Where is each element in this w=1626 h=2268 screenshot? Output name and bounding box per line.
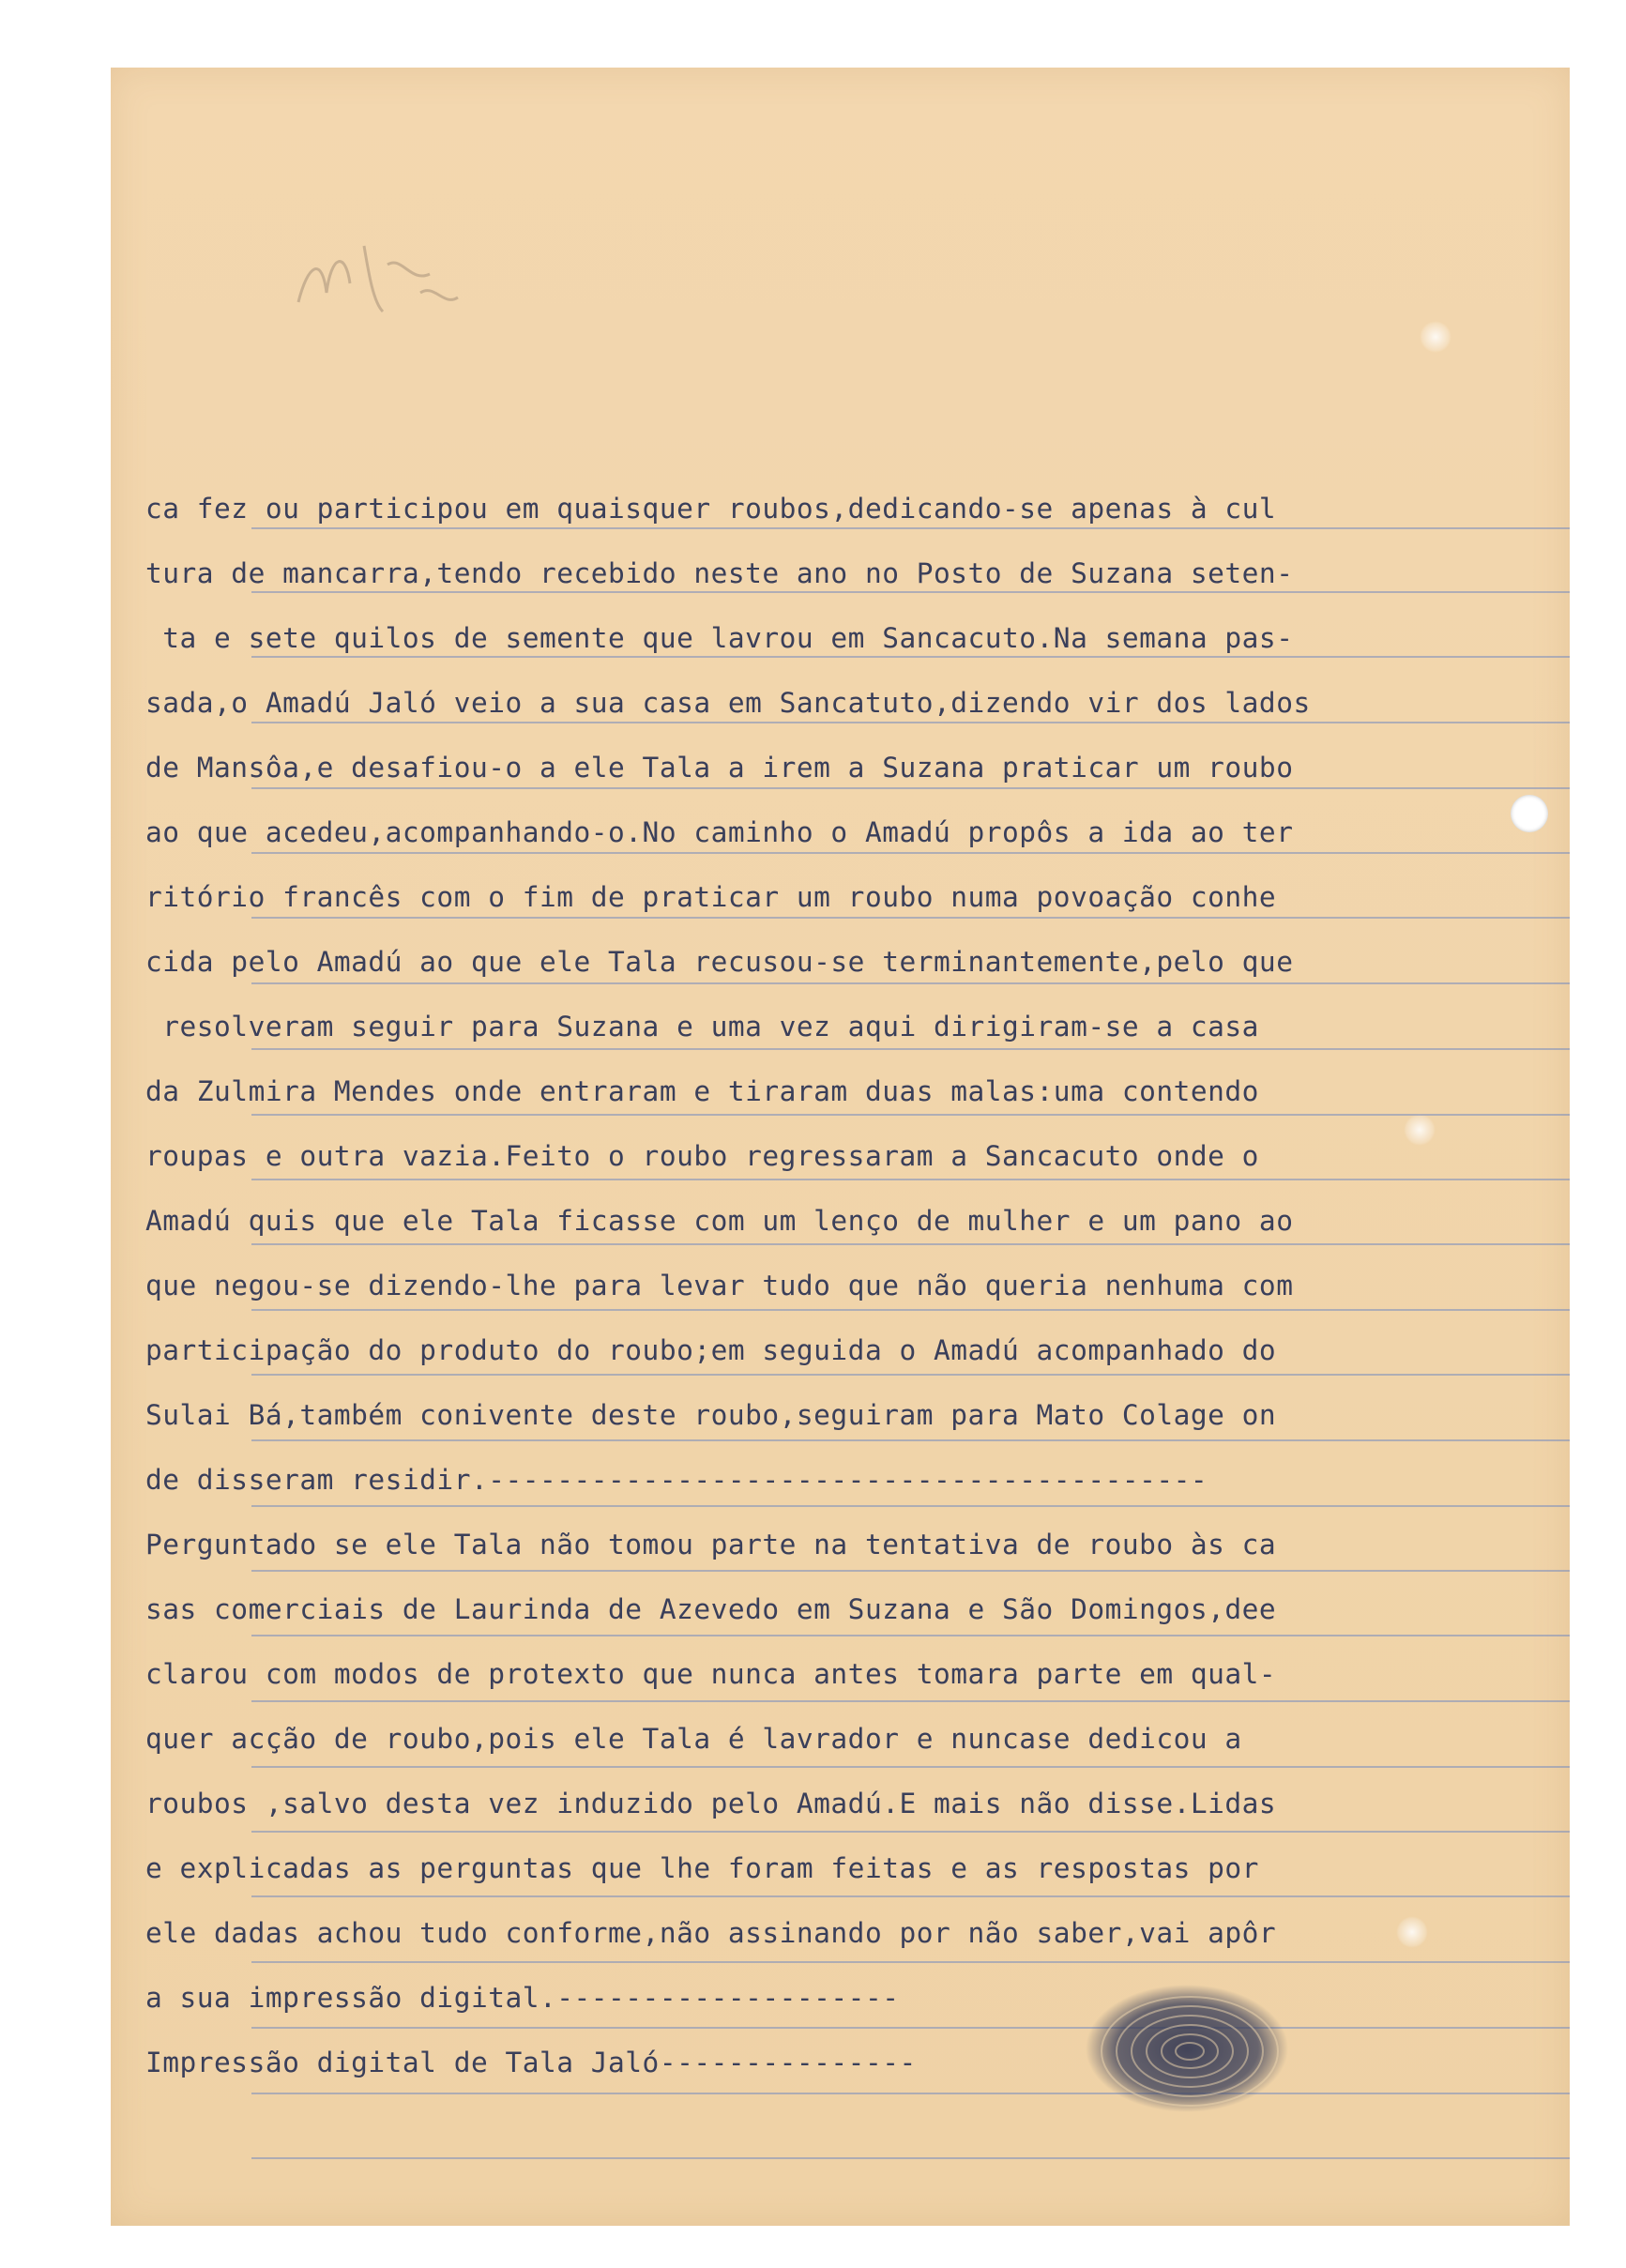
ruled-line bbox=[251, 852, 1570, 854]
ruled-line bbox=[251, 1895, 1570, 1897]
ruled-line bbox=[251, 2027, 1570, 2029]
typed-line: ca fez ou participou em quaisquer roubos,dedicando-se apenas à cul bbox=[145, 493, 1277, 525]
typed-line: Impressão digital de Tala Jaló--------------- bbox=[145, 2047, 917, 2078]
ruled-line bbox=[251, 787, 1570, 789]
typed-line: quer acção de roubo,pois ele Tala é lavrador e nuncase dedicou a bbox=[145, 1723, 1242, 1755]
typed-line: roubos ,salvo desta vez induzido pelo Amadú.E mais não disse.Lidas bbox=[145, 1788, 1277, 1819]
typed-line: da Zulmira Mendes onde entraram e tiraram duas malas:uma contendo bbox=[145, 1075, 1259, 1107]
ruled-line bbox=[251, 1179, 1570, 1180]
typed-line: roupas e outra vazia.Feito o roubo regressaram a Sancacuto onde o bbox=[145, 1140, 1259, 1172]
typed-line: Sulai Bá,também conivente deste roubo,seguiram para Mato Colage on bbox=[145, 1399, 1277, 1431]
ruled-line bbox=[251, 1114, 1570, 1116]
staple-crease bbox=[1420, 321, 1451, 353]
typed-line: Amadú quis que ele Tala ficasse com um lenço de mulher e um pano ao bbox=[145, 1205, 1294, 1237]
ruled-line bbox=[251, 1439, 1570, 1441]
ruled-line bbox=[251, 1570, 1570, 1572]
typed-line: clarou com modos de protexto que nunca antes tomara parte em qual- bbox=[145, 1658, 1277, 1690]
ruled-line bbox=[251, 1700, 1570, 1702]
ruled-line bbox=[251, 1048, 1570, 1050]
ruled-line bbox=[251, 917, 1570, 919]
staple-crease bbox=[1404, 1114, 1436, 1146]
ruled-line bbox=[251, 1831, 1570, 1833]
typed-line: ao que acedeu,acompanhando-o.No caminho o Amadú propôs a ida ao ter bbox=[145, 816, 1294, 848]
fingerprint-impression bbox=[1079, 1978, 1295, 2119]
staple-crease bbox=[1396, 1916, 1428, 1948]
ruled-line bbox=[251, 1635, 1570, 1636]
ruled-line bbox=[251, 1505, 1570, 1507]
ruled-line bbox=[251, 1374, 1570, 1376]
typed-line: sada,o Amadú Jaló veio a sua casa em Sancatuto,dizendo vir dos lados bbox=[145, 687, 1311, 719]
typed-line: de disseram residir.------------------------------------------ bbox=[145, 1464, 1208, 1496]
ruled-line bbox=[251, 982, 1570, 984]
typed-line: que negou-se dizendo-lhe para levar tudo que não queria nenhuma com bbox=[145, 1270, 1294, 1301]
typed-line: tura de mancarra,tendo recebido neste ano no Posto de Suzana seten- bbox=[145, 557, 1294, 589]
ruled-line bbox=[251, 527, 1570, 529]
typed-line: cida pelo Amadú ao que ele Tala recusou-se terminantemente,pelo que bbox=[145, 946, 1294, 978]
typed-line: participação do produto do roubo;em seguida o Amadú acompanhado do bbox=[145, 1334, 1277, 1366]
ruled-line bbox=[251, 1309, 1570, 1311]
ruled-line bbox=[251, 1766, 1570, 1768]
punch-hole bbox=[1511, 795, 1548, 832]
typed-line: ele dadas achou tudo conforme,não assinando por não saber,vai apôr bbox=[145, 1917, 1277, 1949]
ruled-line bbox=[251, 656, 1570, 658]
typed-line: ritório francês com o fim de praticar um roubo numa povoação conhe bbox=[145, 881, 1277, 913]
typed-line: a sua impressão digital.-------------------- bbox=[145, 1982, 900, 2014]
ruled-line bbox=[251, 722, 1570, 723]
pencil-annotation bbox=[280, 227, 467, 330]
ruled-line bbox=[251, 2093, 1570, 2094]
typed-line: de Mansôa,e desafiou-o a ele Tala a irem a Suzana praticar um roubo bbox=[145, 752, 1294, 784]
typed-line: resolveram seguir para Suzana e uma vez aqui dirigiram-se a casa bbox=[145, 1011, 1259, 1043]
typed-line: ta e sete quilos de semente que lavrou em Sancacuto.Na semana pas- bbox=[145, 622, 1294, 654]
ruled-line bbox=[251, 2157, 1570, 2159]
typed-line: Perguntado se ele Tala não tomou parte na tentativa de roubo às ca bbox=[145, 1529, 1277, 1560]
typed-line: sas comerciais de Laurinda de Azevedo em Suzana e São Domingos,dee bbox=[145, 1593, 1277, 1625]
typed-line: e explicadas as perguntas que lhe foram feitas e as respostas por bbox=[145, 1852, 1259, 1884]
ruled-line bbox=[251, 1243, 1570, 1245]
ruled-line bbox=[251, 1961, 1570, 1963]
ruled-line bbox=[251, 591, 1570, 593]
